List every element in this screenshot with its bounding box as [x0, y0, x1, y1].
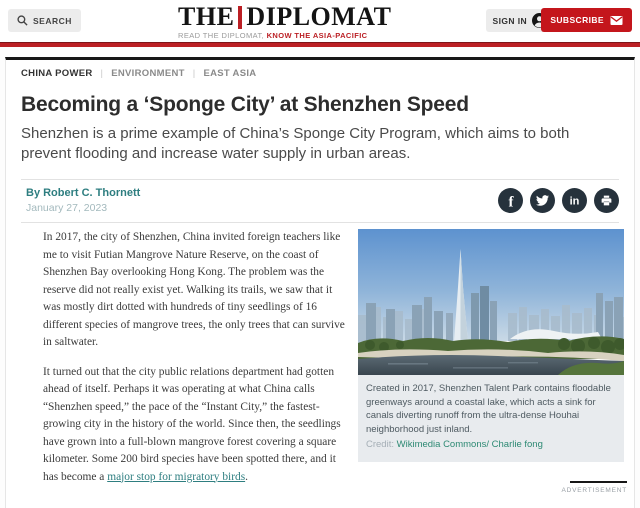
- logo-red-bar: [238, 6, 242, 29]
- paragraph-2-text: It turned out that the city public relations department had gotten ahead of itself. Perhaps it was operating at what China calls “Shenzhen speed,” the pace of the “Instant City,” the fastest-growing city in the history of the world. Since then, the seedlings have grown into a full-blown mangrove forest covering a square kilometer. Some 200 bird species have been spotted there, and it has become a: [43, 365, 341, 483]
- print-button[interactable]: [594, 188, 619, 213]
- site-logo[interactable]: [178, 4, 418, 40]
- byline-block: [26, 187, 140, 214]
- tagline-gray: READ THE DIPLOMAT,: [178, 31, 267, 40]
- advertisement-rule: [570, 481, 627, 483]
- paragraph-2: [43, 364, 348, 487]
- article-content: [6, 223, 634, 498]
- breadcrumb-separator: |: [100, 68, 104, 79]
- credit-label: Credit:: [366, 439, 397, 450]
- article-card: [5, 57, 635, 508]
- tagline-red: KNOW THE ASIA-PACIFIC: [266, 31, 368, 40]
- print-icon: [600, 194, 613, 207]
- paragraph-1: In 2017, the city of Shenzhen, China invited foreign teachers like me to visit Futian Mangrove Nature Reserve, on the coast of Shenzhen Bay overlooking Hong Kong. The problem was the reserve did not really exist yet. Walking its trails, we saw that it was mostly dirt dotted with hundreds of tiny seedlings of 16 different species of mangrove trees, the only trees that can survive in saltwater.: [43, 231, 345, 348]
- author-link[interactable]: By Robert C. Thornett: [26, 187, 141, 199]
- logo-the: THE: [178, 2, 235, 31]
- top-bar: [0, 0, 640, 42]
- logo-diplomat: DIPLOMAT: [246, 2, 392, 31]
- svg-text:in: in: [569, 195, 580, 208]
- search-icon: [17, 15, 28, 26]
- paragraph-2-period: .: [245, 470, 248, 483]
- byline-row: [21, 179, 619, 223]
- breadcrumb-china-power[interactable]: CHINA POWER: [21, 68, 93, 79]
- credit-line: [366, 438, 616, 452]
- credit-link[interactable]: Wikimedia Commons/ Charlie fong: [396, 439, 543, 450]
- article-subtitle: Shenzhen is a prime example of China’s Sponge City Program, which aims to both prevent flooding and increase water supply in urban areas.: [21, 125, 570, 162]
- linkedin-icon: [562, 188, 587, 213]
- breadcrumb-environment[interactable]: ENVIRONMENT: [111, 68, 185, 79]
- article-title: Becoming a ‘Sponge City’ at Shenzhen Speed: [21, 93, 469, 116]
- brand-red-divider: [0, 42, 640, 47]
- breadcrumb: [6, 60, 634, 79]
- breadcrumb-east-asia[interactable]: EAST ASIA: [203, 68, 257, 79]
- facebook-share-button[interactable]: [498, 188, 523, 213]
- search-button-label: SEARCH: [33, 15, 72, 26]
- subscribe-button-label: SUBSCRIBE: [550, 15, 604, 25]
- subscribe-icon: [610, 15, 623, 26]
- subscribe-button[interactable]: [541, 8, 632, 32]
- breadcrumb-separator: |: [192, 68, 196, 79]
- advertisement-label: ADVERTISEMENT: [561, 487, 627, 494]
- article-body: [43, 229, 348, 498]
- svg-text:f: f: [508, 194, 514, 211]
- twitter-icon: [536, 194, 549, 207]
- caption-text: Created in 2017, Shenzhen Talent Park contains floodable greenways around a coastal lake, which acts a sink for canals diverting runoff from the ultra-dense Houhai neighborhood just inland.: [366, 383, 611, 435]
- article-figure: [358, 229, 624, 462]
- search-button[interactable]: [8, 9, 81, 32]
- social-share-bar: [498, 188, 619, 213]
- twitter-share-button[interactable]: [530, 188, 555, 213]
- migratory-birds-link[interactable]: major stop for migratory birds: [107, 470, 246, 483]
- facebook-icon: [498, 188, 523, 213]
- advertisement-block: [557, 481, 627, 494]
- article-image-shenzhen-talent-park: [358, 229, 624, 375]
- linkedin-share-button[interactable]: [562, 188, 587, 213]
- publish-date: January 27, 2023: [26, 202, 108, 214]
- site-tagline: [178, 31, 418, 40]
- sign-in-button-label: SIGN IN: [492, 15, 527, 26]
- image-caption: [358, 375, 624, 462]
